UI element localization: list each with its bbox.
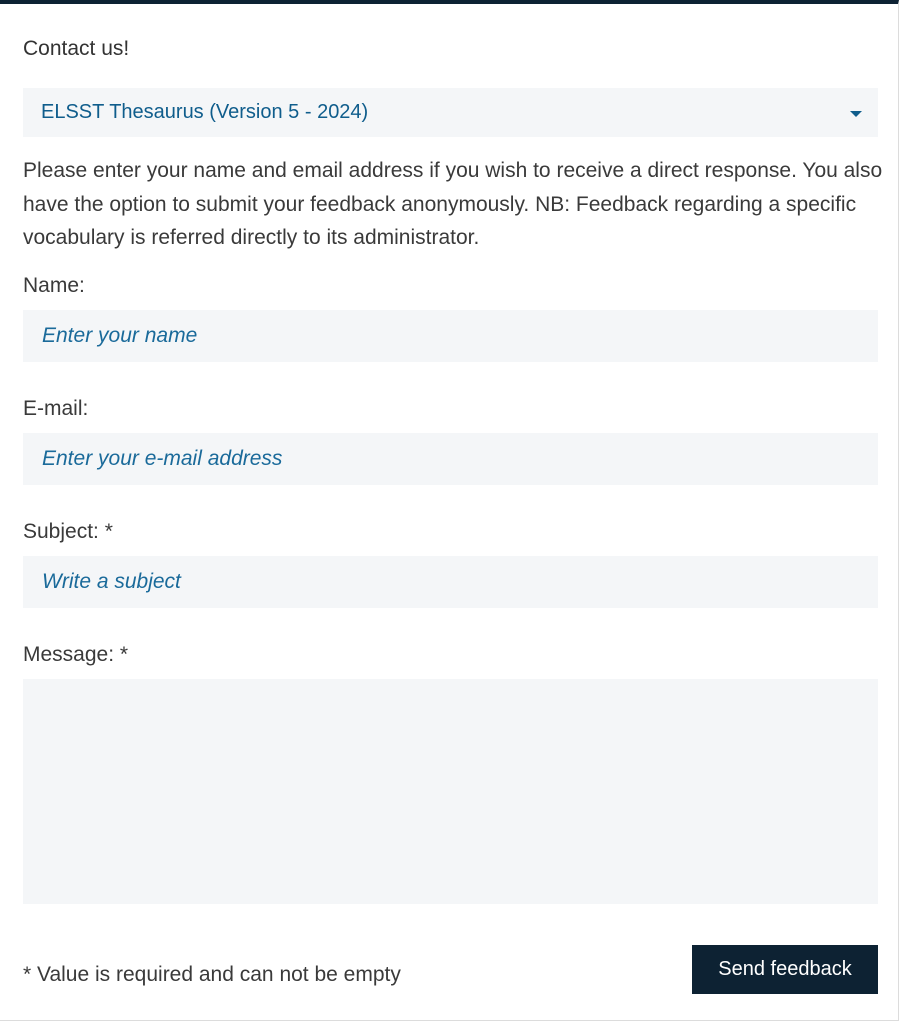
email-label: E-mail: bbox=[23, 397, 89, 420]
intro-text: Please enter your name and email address if you wish to receive a direct response. You also have the option to submit your feedback anonymously. NB: Feedback regarding a specific vocabulary is referred directly to its administrator. bbox=[23, 159, 883, 249]
page-title: Contact us! bbox=[23, 37, 130, 60]
message-label: Message: * bbox=[23, 643, 129, 666]
caret-down-icon bbox=[850, 111, 862, 117]
vocabulary-select-value: ELSST Thesaurus (Version 5 - 2024) bbox=[41, 101, 369, 123]
subject-label: Subject: * bbox=[23, 520, 113, 543]
name-label: Name: bbox=[23, 274, 85, 297]
required-note: * Value is required and can not be empty bbox=[23, 963, 401, 986]
subject-input[interactable] bbox=[23, 556, 878, 608]
message-textarea[interactable] bbox=[23, 679, 878, 904]
name-input[interactable] bbox=[23, 310, 878, 362]
email-input[interactable] bbox=[23, 433, 878, 485]
vocabulary-select[interactable] bbox=[23, 88, 878, 137]
send-feedback-button[interactable]: Send feedback bbox=[692, 945, 878, 994]
